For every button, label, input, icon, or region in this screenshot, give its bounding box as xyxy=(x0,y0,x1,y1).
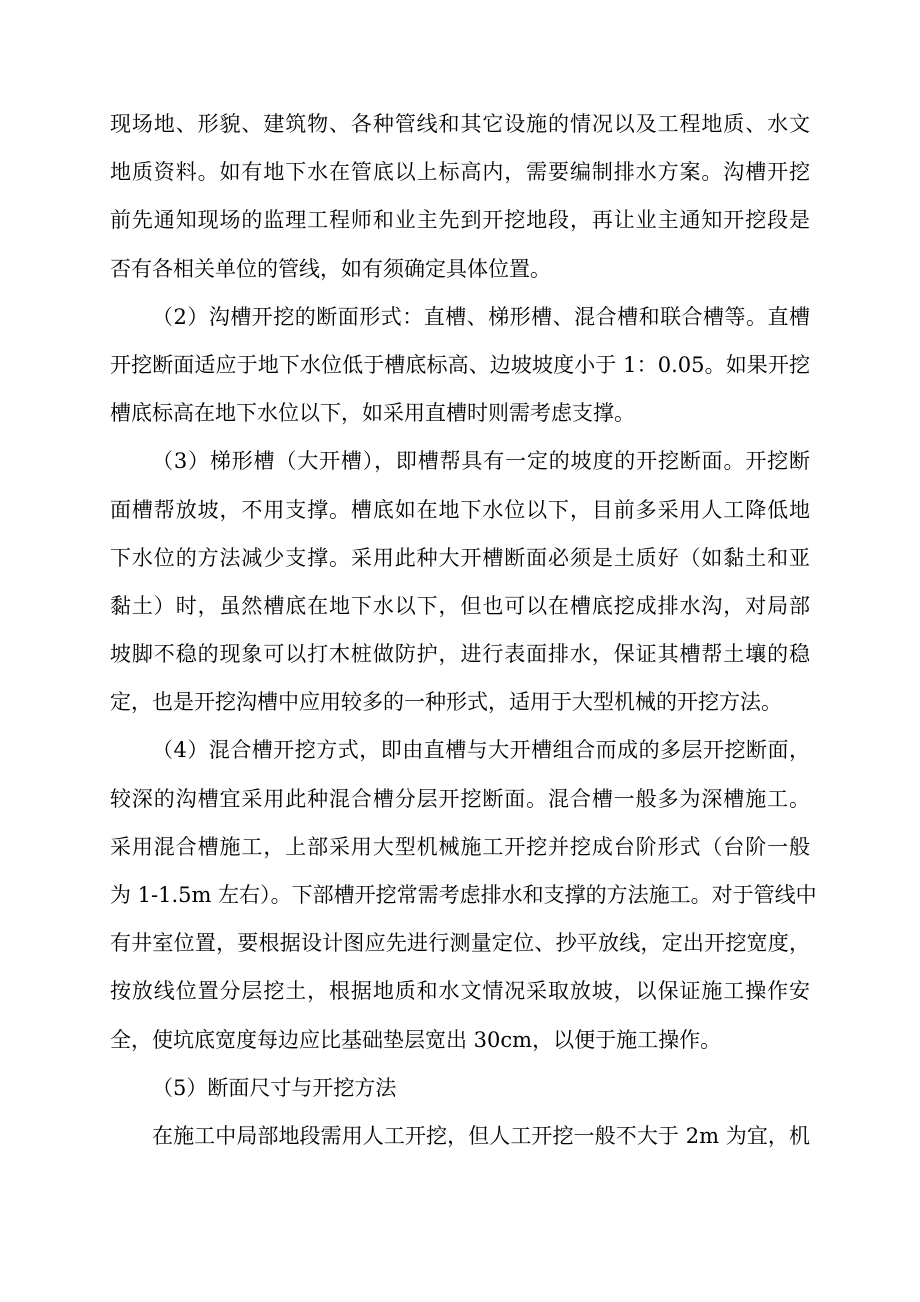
text-line: 定，也是开挖沟槽中应用较多的一种形式，适用于大型机械的开挖方法。 xyxy=(110,690,782,715)
text-line: 采用混合槽施工，上部采用大型机械施工开挖并挖成台阶形式（台阶一般 xyxy=(110,834,810,859)
text-line: （5）断面尺寸与开挖方法 xyxy=(152,1075,397,1100)
text-line: 为 1-1.5m 左右）。下部槽开挖常需考虑排水和支撑的方法施工。对于管线中 xyxy=(110,883,817,907)
text-line: 有井室位置，要根据设计图应先进行测量定位、抄平放线，定出开挖宽度， xyxy=(110,931,810,956)
text-line: 面槽帮放坡，不用支撑。槽底如在地下水位以下，目前多采用人工降低地 xyxy=(110,497,810,522)
text-line: 按放线位置分层挖土，根据地质和水文情况采取放坡，以保证施工操作安 xyxy=(110,979,810,1004)
text-line: 否有各相关单位的管线，如有须确定具体位置。 xyxy=(110,256,551,281)
text-line: 地质资料。如有地下水在管底以上标高内，需要编制排水方案。沟槽开挖 xyxy=(110,160,810,185)
text-line: （4）混合槽开挖方式，即由直槽与大开槽组合而成的多层开挖断面， xyxy=(152,738,810,763)
text-line: 黏土）时，虽然槽底在地下水以下，但也可以在槽底挖成排水沟，对局部 xyxy=(110,593,810,618)
text-line: 现场地、形貌、建筑物、各种管线和其它设施的情况以及工程地质、水文 xyxy=(110,112,810,136)
text-line: 全，使坑底宽度每边应比基础垫层宽出 30cm，以便于施工操作。 xyxy=(110,1027,722,1052)
text-line: （3）梯形槽（大开槽），即槽帮具有一定的坡度的开挖断面。开挖断 xyxy=(152,449,810,474)
text-line: 槽底标高在地下水位以下，如采用直槽时则需考虑支撑。 xyxy=(110,401,635,426)
text-line: （2）沟槽开挖的断面形式：直槽、梯形槽、混合槽和联合槽等。直槽 xyxy=(152,304,810,329)
text-line: 较深的沟槽宜采用此种混合槽分层开挖断面。混合槽一般多为深槽施工。 xyxy=(110,786,810,811)
text-line: 坡脚不稳的现象可以打木桩做防护，进行表面排水，保证其槽帮土壤的稳 xyxy=(110,642,810,667)
text-line: 前先通知现场的监理工程师和业主先到开挖地段，再让业主通知开挖段是 xyxy=(110,208,810,233)
text-line: 在施工中局部地段需用人工开挖，但人工开挖一般不大于 2m 为宜，机 xyxy=(152,1123,810,1148)
body-text xyxy=(110,100,817,1160)
text-line: 下水位的方法减少支撑。采用此种大开槽断面必须是土质好（如黏土和亚 xyxy=(110,545,810,570)
text-line: 开挖断面适应于地下水位低于槽底标高、边坡坡度小于 1：0.05。如果开挖 xyxy=(110,352,810,377)
